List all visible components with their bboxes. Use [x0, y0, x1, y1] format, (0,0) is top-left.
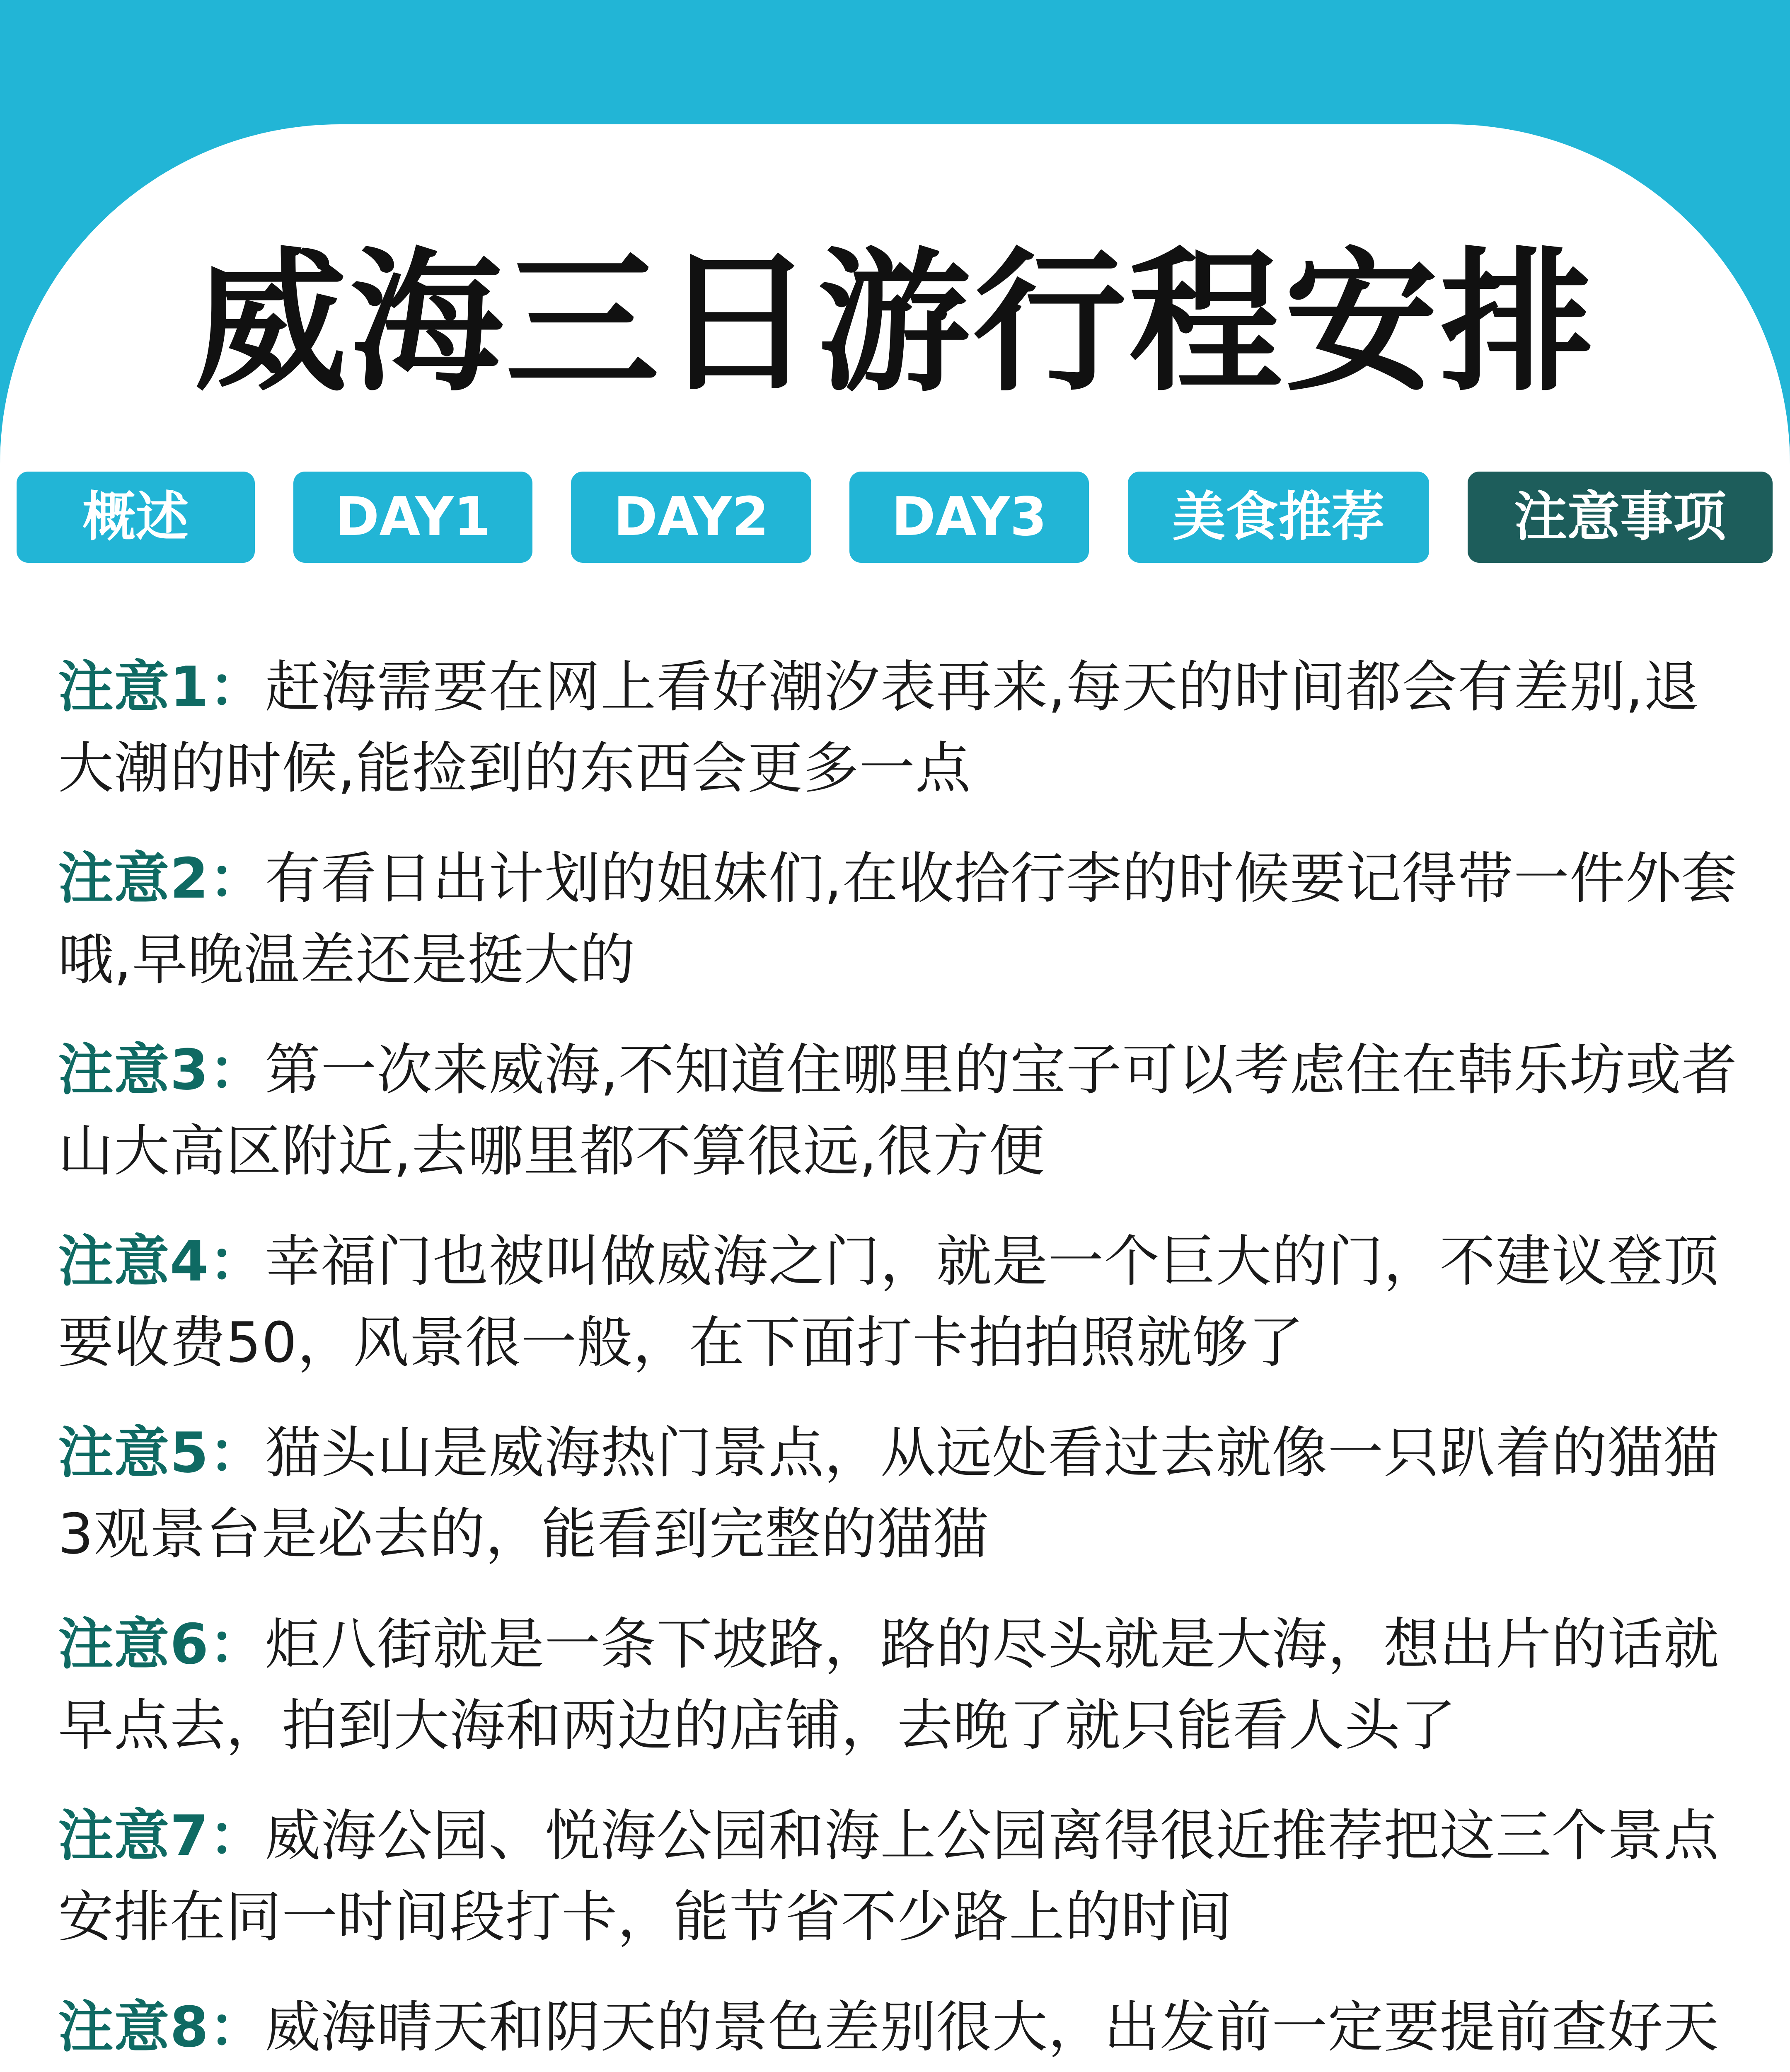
- note-item-6: [58, 1604, 1744, 1766]
- tab-day3[interactable]: DAY3: [849, 472, 1089, 563]
- note-label: 注意1：: [58, 655, 265, 719]
- tab-day2[interactable]: DAY2: [571, 472, 811, 563]
- note-text: 猫头山是威海热门景点，从远处看过去就像一只趴着的猫猫3观景台是必去的，能看到完整的猫猫: [58, 1421, 1720, 1566]
- tab-bar: [0, 472, 1790, 567]
- notes-list: [58, 646, 1744, 2072]
- note-label: 注意3：: [58, 1038, 265, 1102]
- note-text: 赶海需要在网上看好潮汐表再来,每天的时间都会有差别,退大潮的时候,能捡到的东西会更多一点: [58, 655, 1700, 801]
- note-item-1: [58, 646, 1744, 809]
- note-text: 威海公园、悦海公园和海上公园离得很近推荐把这三个景点安排在同一时间段打卡，能节省不少路上的时间: [58, 1803, 1720, 1949]
- tab-food[interactable]: 美食推荐: [1128, 472, 1429, 563]
- tab-overview[interactable]: 概述: [17, 472, 255, 563]
- note-item-5: [58, 1412, 1744, 1575]
- note-item-2: [58, 838, 1744, 1000]
- note-item-8: [58, 1987, 1744, 2072]
- note-label: 注意4：: [58, 1229, 265, 1294]
- note-label: 注意7：: [58, 1803, 265, 1868]
- note-text: 有看日出计划的姐妹们,在收拾行李的时候要记得带一件外套哦,早晚温差还是挺大的: [58, 846, 1737, 992]
- note-text: 炬八街就是一条下坡路，路的尽头就是大海，想出片的话就早点去，拍到大海和两边的店铺，去晚了就只能看人头了: [58, 1612, 1720, 1758]
- note-label: 注意5：: [58, 1421, 265, 1485]
- note-label: 注意6：: [58, 1612, 265, 1677]
- page-title: 威海三日游行程安排: [194, 234, 1596, 412]
- note-text: 第一次来威海,不知道住哪里的宝子可以考虑住在韩乐坊或者山大高区附近,去哪里都不算很远,很方便: [58, 1038, 1737, 1184]
- note-text: 幸福门也被叫做威海之门，就是一个巨大的门，不建议登顶要收费50，风景很一般，在下面打卡拍拍照就够了: [58, 1229, 1720, 1375]
- tab-day1[interactable]: DAY1: [293, 472, 532, 563]
- note-item-4: [58, 1221, 1744, 1383]
- note-text: 威海晴天和阴天的景色差别很大，出发前一定要提前查好天: [265, 1995, 1720, 2060]
- tab-notes[interactable]: 注意事项: [1468, 472, 1773, 563]
- note-item-7: [58, 1795, 1744, 1958]
- note-label: 注意8：: [58, 1995, 265, 2060]
- note-item-3: [58, 1029, 1744, 1192]
- note-label: 注意2：: [58, 846, 265, 911]
